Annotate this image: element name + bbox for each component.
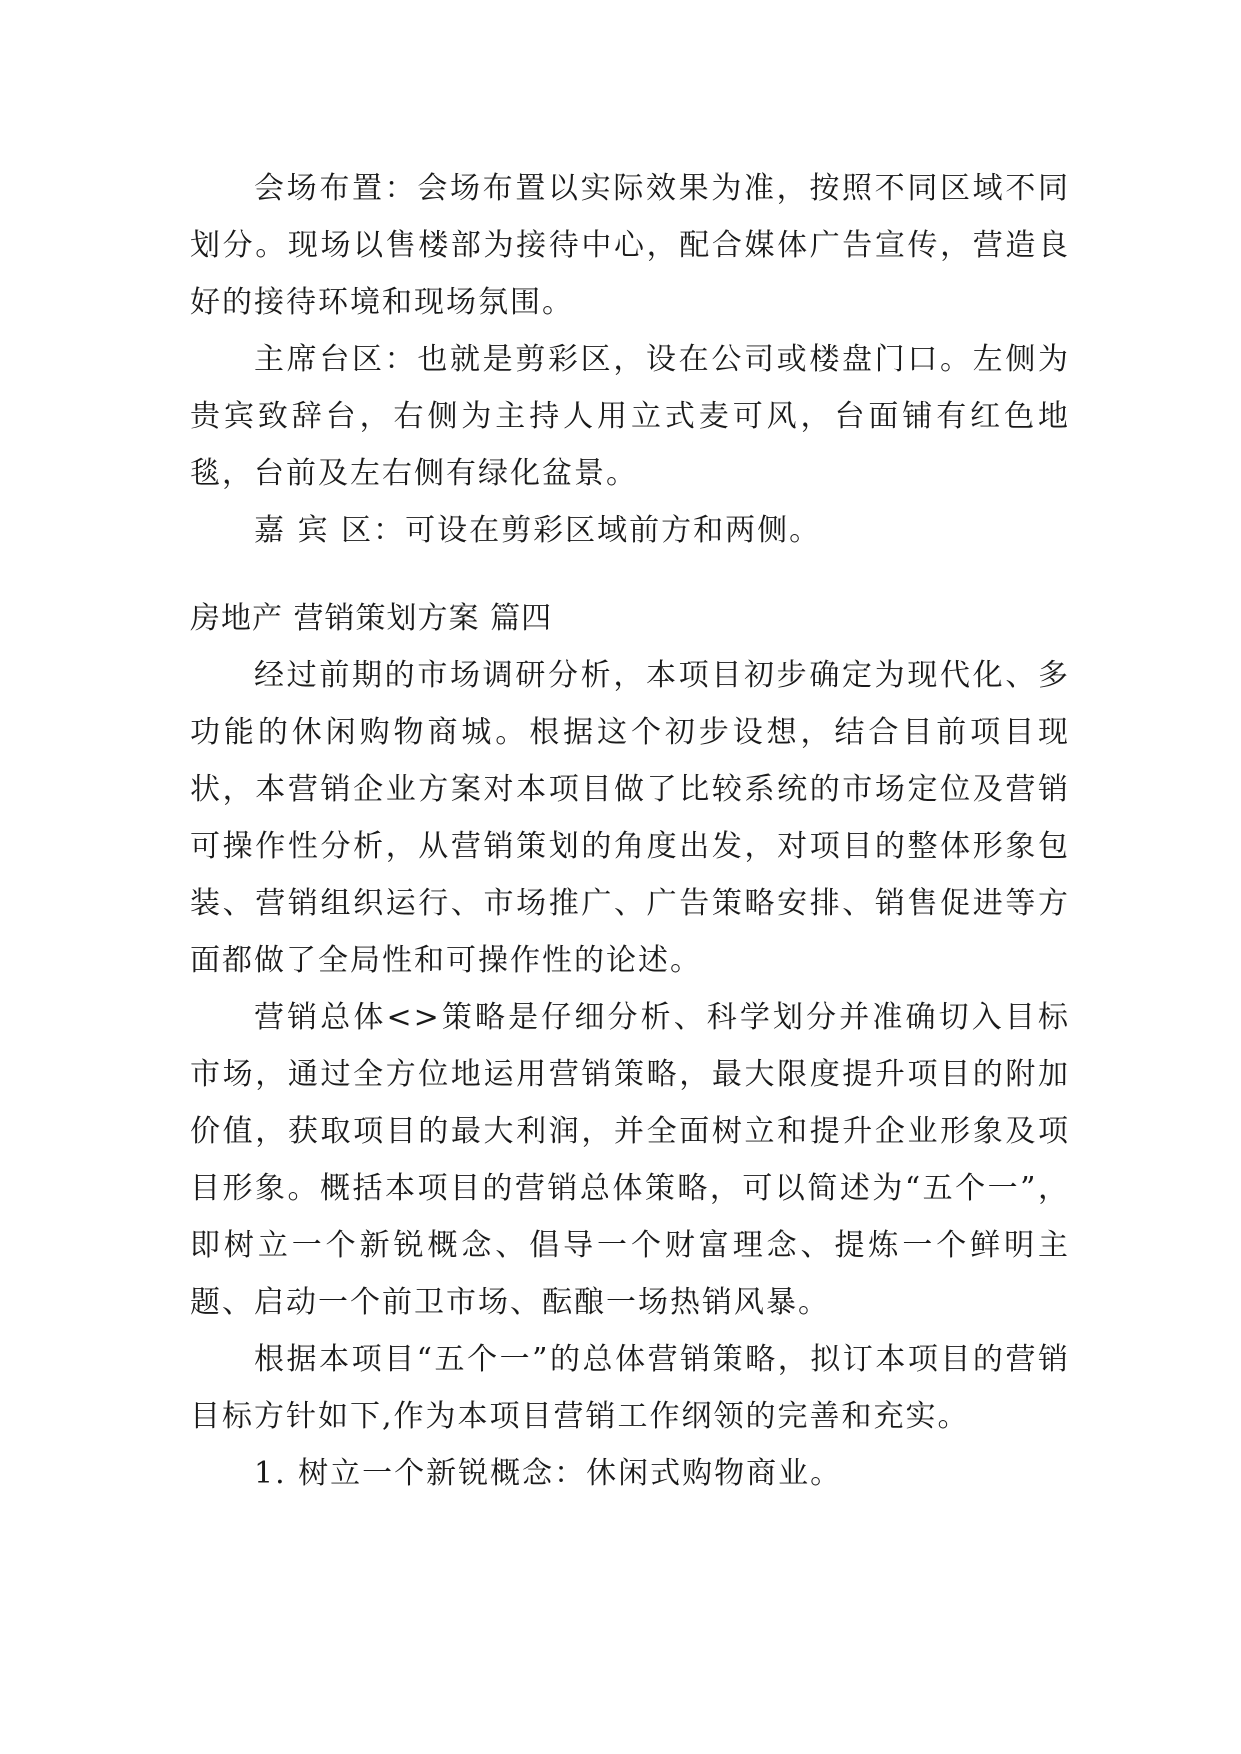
- paragraph-guest-area: 嘉 宾 区：可设在剪彩区域前方和两侧。: [254, 513, 822, 548]
- paragraph-stage-area: 主席台区：也就是剪彩区，设在公司或楼盘门口。左侧为贵宾致辞台，右侧为主持人用立式麦可风，台面铺有红色地毯，台前及左右侧有绿化盆景。: [190, 342, 1070, 491]
- paragraph-venue-layout: 会场布置：会场布置以实际效果为准，按照不同区域不同划分。现场以售楼部为接待中心，配合媒体广告宣传，营造良好的接待环境和现场氛围。: [190, 171, 1070, 320]
- section-main: [190, 647, 1070, 1502]
- paragraph-overall-strategy: 营销总体<>策略是仔细分析、科学划分并准确切入目标市场，通过全方位地运用营销策略，最大限度提升项目的附加价值，获取项目的最大利润，并全面树立和提升企业形象及项目形象。概括本项目的营销总体策略，可以简述为“五个一”，即树立一个新锐概念、倡导一个财富理念、提炼一个鲜明主题、启动一个前卫市场、酝酿一场热销风暴。: [190, 1000, 1070, 1320]
- paragraph-market-research: 经过前期的市场调研分析，本项目初步确定为现代化、多功能的休闲购物商城。根据这个初步设想，结合目前项目现状，本营销企业方案对本项目做了比较系统的市场定位及营销可操作性分析，从营销策划的角度出发，对项目的整体形象包装、营销组织运行、市场推广、广告策略安排、销售促进等方面都做了全局性和可操作性的论述。: [190, 658, 1070, 978]
- paragraph-marketing-goals: 根据本项目“五个一”的总体营销策略，拟订本项目的营销目标方针如下,作为本项目营销工作纲领的完善和充实。: [190, 1342, 1070, 1434]
- section-heading: 房地产 营销策划方案 篇四: [190, 601, 553, 636]
- section-top: [190, 160, 1070, 559]
- list-item-first-concept: 1. 树立一个新锐概念：休闲式购物商业。: [254, 1456, 843, 1491]
